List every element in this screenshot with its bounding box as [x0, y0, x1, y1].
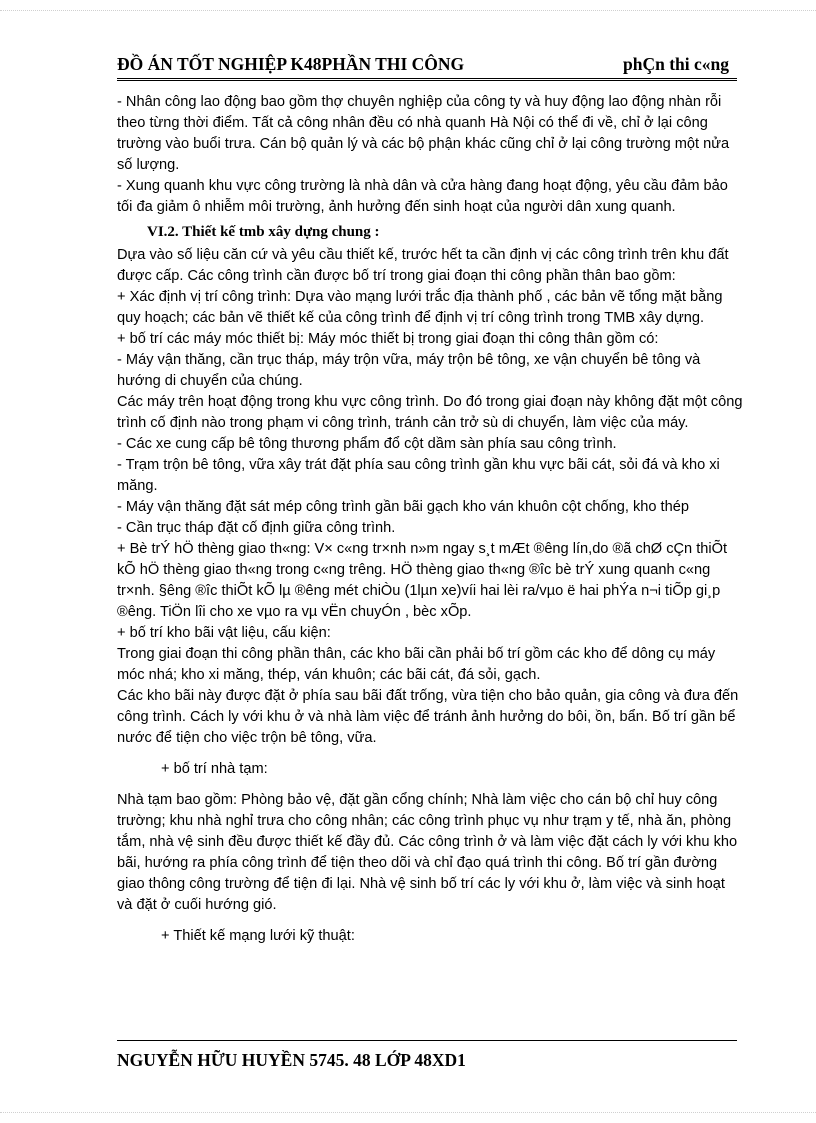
paragraph-machine-area: Các máy trên hoạt động trong khu vực công trình. Do đó trong giai đoạn này không đặt một công trình cố định nào trong phạm vi công trình, tránh cản trở sù di chuyển, làm việc của máy. [117, 394, 743, 431]
document-body [117, 92, 743, 1007]
paragraph-temp-housing-heading: + bố trí nhà tạm: [161, 761, 268, 777]
paragraph-traffic: + Bè trÝ hÖ thèng giao th«ng: V× c«ng tr×nh n»m ngay s¸t mÆt ®êng lín,do ®ã chØ cÇn thiÕt kÕ hÖ thèng giao th«ng trong c«ng trêng. HÖ thèng giao th«ng ®îc bè trÝ xung quanh c«ng tr×nh. §êng ®îc thiÕt kÕ lµ ®êng mét chiÒu (1lµn xe)víi hai lèi ra/vµo ë hai phÝa n¬i tiÕp gi¸p ®êng. TiÖn lîi cho xe vµo ra vµ vËn chuyÓn , bèc xÕp. [117, 541, 728, 620]
paragraph-labor: - Nhân công lao động bao gồm thợ chuyên nghiệp của công ty và huy động lao động nhàn rỗi theo từng thời điểm. Tất cả công nhân đều có nhà quanh Hà Nội có thể đi về, chỉ ở lại công trường vào buổi trưa. Cán bộ quản lý và các bộ phận khác cũng chỉ ở lại công trường một nửa số lượng. [117, 94, 730, 173]
header-section: phÇn thi c«ng [622, 54, 729, 74]
paragraph-mixing-station: - Trạm trộn bê tông, vữa xây trát đặt phía sau công trình gần khu vực bãi cát, sỏi đá và kho xi măng. [117, 457, 720, 494]
paragraph-machine-list: - Máy vận thăng, cần trục tháp, máy trộn vữa, máy trộn bê tông, xe vận chuyển bê tông và hướng di chuyển của chúng. [117, 352, 701, 389]
paragraph-intro: Dựa vào số liệu căn cứ và yêu cầu thiết kế, trước hết ta cần định vị các công trình trên khu đất được cấp. Các công trình cần được bố trí trong giai đoạn thi công phần thân bao gồm: [117, 247, 729, 284]
paragraph-temp-housing: Nhà tạm bao gồm: Phòng bảo vệ, đặt gần cổng chính; Nhà làm việc cho cán bộ chỉ huy công trường; khu nhà nghỉ trưa cho công nhân; các công trình phục vụ như trạm y tế, nhà ăn, phòng tắm, nhà vệ sinh đều được thiết kế đầy đủ. Các công trình ở và làm việc đặt cách ly với khu kho bãi, hướng ra phía công trình để tiện theo dõi và chỉ đạo quá trình thi công. Bố trí gần đường giao thông công trường để tiện đi lại. Nhà vệ sinh bố trí các ly với khu ở, làm việc và sinh hoạt và đặt ở cuối hướng gió. [117, 792, 738, 913]
paragraph-concrete-trucks: - Các xe cung cấp bê tông thương phẩm đổ cột dầm sàn phía sau công trình. [117, 436, 617, 452]
paragraph-tower-crane: - Cần trục tháp đặt cố định giữa công trình. [117, 520, 396, 536]
paragraph-machines: + bố trí các máy móc thiết bị: Máy móc thiết bị trong giai đoạn thi công thân gồm có: [117, 331, 659, 347]
paragraph-storage-heading: + bố trí kho bãi vật liệu, cấu kiện: [117, 625, 331, 641]
footer-author: NGUYỄN HỮU HUYỀN 5745. 48 LỚP 48XD1 [117, 1050, 466, 1070]
page-edge-bottom [0, 1112, 816, 1113]
paragraph-positioning: + Xác định vị trí công trình: Dựa vào mạng lưới trắc địa thành phố , các bản vẽ tổng mặt bằng quy hoạch; các bản vẽ thiết kế của công trình để định vị trí công trình trong TMB xây dựng. [117, 289, 723, 326]
paragraph-storage-location: Các kho bãi này được đặt ở phía sau bãi đất trống, vừa tiện cho bảo quản, gia công và đưa đến công trình. Cách ly với khu ở và nhà làm việc để tránh ảnh hưởng do bôi, ồn, bẩn. Bố trí gần bể nước để tiện cho việc trộn bê tông, vữa. [117, 688, 739, 746]
paragraph-hoist: - Máy vận thăng đặt sát mép công trình gần bãi gạch kho ván khuôn cột chống, kho thép [117, 499, 689, 515]
page-edge-top [0, 10, 816, 11]
header-title: ĐỒ ÁN TỐT NGHIỆP K48PHẦN THI CÔNG [117, 54, 465, 74]
paragraph-technical-network: + Thiết kế mạng lưới kỹ thuật: [161, 928, 355, 944]
paragraph-surroundings: - Xung quanh khu vực công trường là nhà dân và cửa hàng đang hoạt động, yêu cầu đảm bảo tối đa giảm ô nhiễm môi trường, ảnh hưởng đến sinh hoạt của người dân xung quanh. [117, 178, 728, 215]
paragraph-storage: Trong giai đoạn thi công phần thân, các kho bãi cần phải bố trí gồm các kho để dông cụ máy móc nhá; kho xi măng, thép, ván khuôn; các bãi cát, đá sỏi, gạch. [117, 646, 716, 683]
page-header [117, 50, 737, 81]
page-footer [117, 1040, 737, 1071]
section-heading: VI.2. Thiết kế tmb xây dựng chung : [147, 224, 380, 240]
